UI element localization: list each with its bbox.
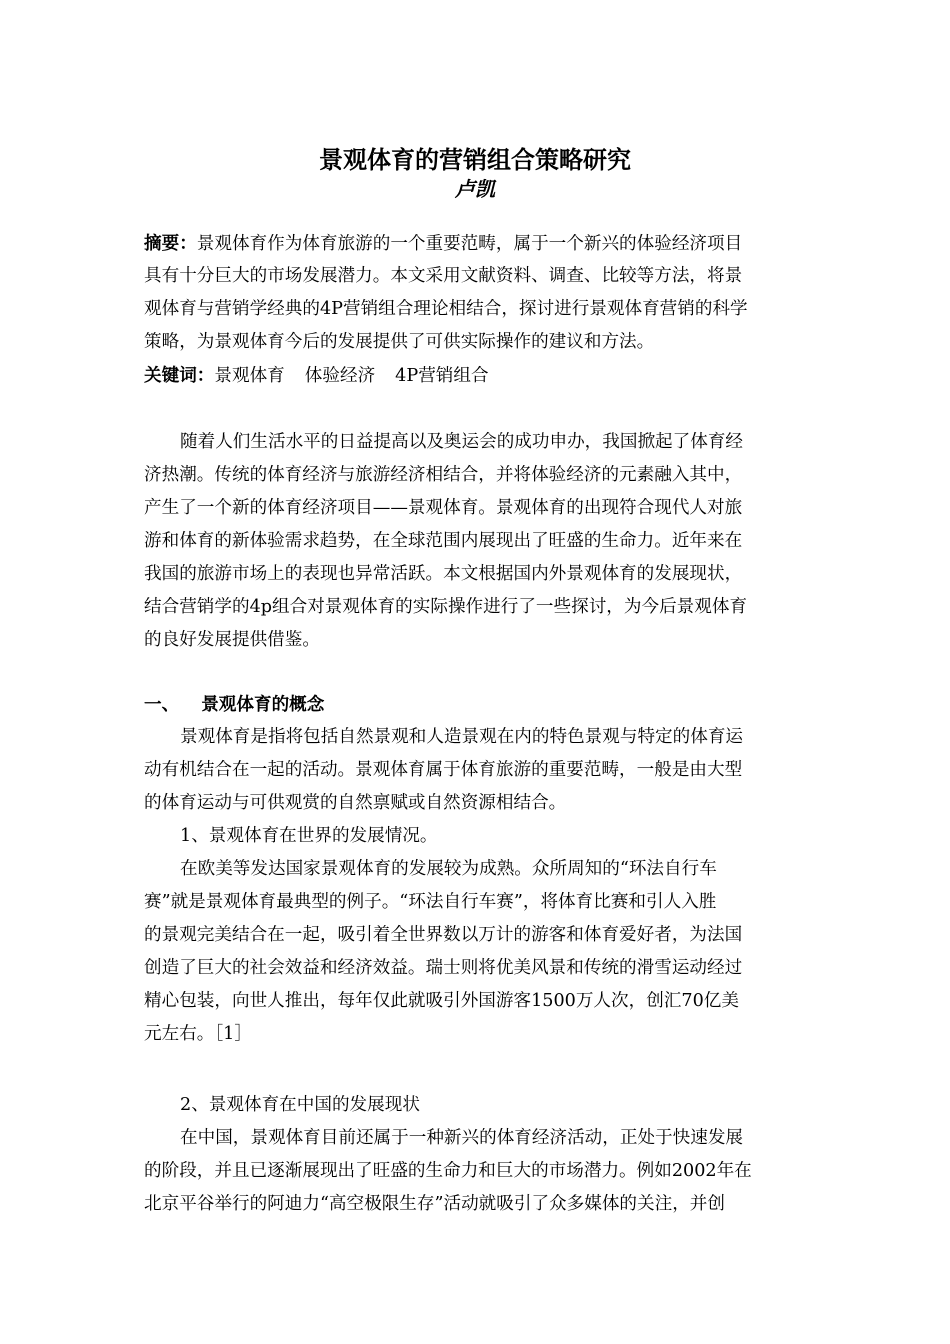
section-line: 的体育运动与可供观赏的自然禀赋或自然资源相结合。 [144,793,567,813]
intro-line: 的良好发展提供借鉴。 [144,630,320,650]
intro-paragraph [144,426,808,657]
abstract-label: 摘要： [144,233,197,254]
intro-line: 我国的旅游市场上的表现也异常活跃。本文根据国内外景观体育的发展现状， [144,564,743,584]
abstract [144,227,808,392]
author-name: 卢凯 [455,177,495,201]
section-title: 景观体育的概念 [201,694,325,715]
subsection-2 [144,1089,808,1221]
paper-title: 景观体育的营销组合策略研究 [319,145,631,174]
subsection-line: 北京平谷举行的阿迪力“高空极限生存”活动就吸引了众多媒体的关注，并创 [144,1194,725,1214]
intro-line: 济热潮。传统的体育经济与旅游经济相结合，并将体验经济的元素融入其中， [144,465,743,485]
subsection-line: 精心包装，向世人推出，每年仅此就吸引外国游客1500万人次，创汇70亿美 [144,991,739,1011]
keyword: 4P营销组合 [395,366,489,386]
subsection-line: 的景观完美结合在一起，吸引着全世界数以万计的游客和体育爱好者，为法国 [144,925,743,945]
keyword: 景观体育 [214,366,285,386]
subsection-title: 2、景观体育在中国的发展现状 [180,1095,420,1115]
abstract-line: 具有十分巨大的市场发展潜力。本文采用文献资料、调查、比较等方法，将景 [144,266,743,286]
subsection-line: 元左右。［1］ [144,1024,252,1044]
intro-line: 产生了一个新的体育经济项目——景观体育。景观体育的出现符合现代人对旅 [144,498,743,518]
section-heading [144,688,808,721]
section-line: 动有机结合在一起的活动。景观体育属于体育旅游的重要范畴，一般是由大型 [144,760,743,780]
subsection-line: 在中国，景观体育目前还属于一种新兴的体育经济活动，正处于快速发展 [180,1128,744,1148]
subsection-line: 的阶段，并且已逐渐展现出了旺盛的生命力和巨大的市场潜力。例如2002年在 [144,1161,752,1181]
intro-line: 随着人们生活水平的日益提高以及奥运会的成功申办，我国掀起了体育经 [180,432,744,452]
abstract-line: 摘要：景观体育作为体育旅游的一个重要范畴，属于一个新兴的体验经济项目 [144,233,743,254]
subsection-title: 1、景观体育在世界的发展情况。 [180,826,438,846]
section-1 [144,688,808,1051]
abstract-line: 观体育与营销学经典的4P营销组合理论相结合，探讨进行景观体育营销的科学 [144,299,748,319]
subsection-line: 创造了巨大的社会效益和经济效益。瑞士则将优美风景和传统的滑雪运动经过 [144,958,743,978]
abstract-line: 策略，为景观体育今后的发展提供了可供实际操作的建议和方法。 [144,332,655,352]
keyword: 体验经济 [304,366,376,386]
keywords-line [144,359,808,392]
subsection-line: 赛”就是景观体育最典型的例子。“环法自行车赛”，将体育比赛和引人入胜 [144,892,717,912]
section-line: 景观体育是指将包括自然景观和人造景观在内的特色景观与特定的体育运 [180,727,744,747]
keywords-label: 关键词： [144,365,215,386]
section-number: 一、 [144,694,180,715]
subsection-line: 在欧美等发达国家景观体育的发展较为成熟。众所周知的“环法自行车 [180,859,717,879]
intro-line: 游和体育的新体验需求趋势，在全球范围内展现出了旺盛的生命力。近年来在 [144,531,743,551]
intro-line: 结合营销学的4p组合对景观体育的实际操作进行了一些探讨，为今后景观体育 [144,597,748,617]
